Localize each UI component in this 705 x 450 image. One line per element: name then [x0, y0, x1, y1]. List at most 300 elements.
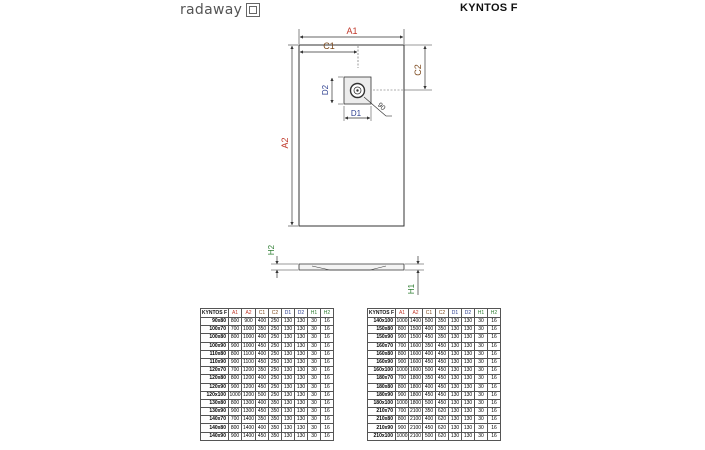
- cell-d1: 130: [282, 391, 295, 399]
- header-d1: D1: [449, 309, 462, 318]
- cell-a1: 900: [396, 424, 409, 432]
- cell-a2: 1000: [242, 334, 255, 341]
- cell-c1: 450: [423, 391, 436, 399]
- cell-d1: 130: [449, 432, 462, 440]
- cell-c1: 350: [423, 375, 436, 383]
- cell-a1: 800: [229, 350, 242, 358]
- cell-d1: 130: [449, 391, 462, 399]
- cell-a1: 900: [396, 358, 409, 366]
- table-row: [368, 424, 501, 432]
- cell-a2: 1400: [242, 432, 255, 439]
- cell-c1: 450: [256, 432, 269, 440]
- cell-a1: 700: [396, 408, 409, 416]
- cell-h1: 30: [308, 342, 321, 350]
- table-row: [201, 350, 334, 358]
- cell-a1: 700: [229, 367, 242, 375]
- cell-c2: 250: [269, 334, 282, 342]
- cell-h1: 30: [308, 350, 321, 358]
- header-h2: H2: [488, 309, 501, 318]
- table-row: [368, 326, 501, 334]
- cell-a2: 2100: [409, 408, 422, 415]
- cell-h2: 16: [321, 318, 334, 326]
- cell-a1: 900: [229, 358, 242, 366]
- header-a1: A1: [229, 309, 242, 318]
- cell-a2: 1100: [243, 359, 254, 366]
- drain-center: [356, 89, 358, 91]
- cell-h1: 30: [475, 318, 488, 326]
- cell-h2: 16: [321, 350, 334, 358]
- cell-d1: 130: [282, 326, 295, 334]
- cell-model-size: 120x70: [201, 367, 229, 375]
- cell-a2: 1300: [242, 399, 255, 406]
- cell-model-size: 100x80: [201, 334, 229, 342]
- cell-h2: 16: [321, 326, 334, 334]
- cell-c1: 350: [256, 326, 269, 334]
- cell-h2: 16: [321, 358, 334, 366]
- header-c2: C2: [436, 309, 449, 318]
- cell-c1: 500: [256, 391, 269, 399]
- table-row: [368, 399, 501, 407]
- cell-d1: 130: [449, 416, 462, 424]
- cell-a2: 1200: [242, 375, 255, 382]
- cell-c2: 450: [436, 383, 449, 391]
- cell-c1: 350: [256, 367, 269, 375]
- cell-d1: 130: [282, 358, 295, 366]
- table-row: [368, 350, 501, 358]
- cell-model-size: 140x100: [368, 318, 396, 326]
- cell-h2: 16: [321, 342, 334, 350]
- cell-a2: 1600: [409, 342, 422, 349]
- cell-model-size: 100x70: [201, 326, 229, 334]
- cell-h1: 30: [308, 375, 321, 383]
- cell-h1: 30: [475, 375, 488, 383]
- cell-model-size: 180x90: [368, 391, 396, 399]
- cell-c2: 350: [436, 318, 449, 326]
- table-row: [201, 318, 334, 326]
- cell-d2: 130: [295, 367, 308, 375]
- cell-a2: 1100: [243, 350, 254, 357]
- cell-c2: 250: [269, 326, 282, 334]
- cell-h2: 16: [488, 342, 501, 350]
- cell-a2: 1500: [409, 326, 422, 333]
- header-c1: C1: [423, 309, 436, 318]
- cell-h2: 16: [488, 391, 501, 399]
- cell-h2: 16: [488, 350, 501, 358]
- cell-d1: 130: [449, 358, 462, 366]
- cell-model-size: 120x100: [201, 391, 229, 399]
- cell-h1: 30: [475, 399, 488, 407]
- cell-model-size: 140x70: [201, 416, 229, 424]
- cell-d1: 130: [282, 375, 295, 383]
- cell-a2: 1500: [409, 334, 422, 341]
- cell-d2: 130: [295, 408, 308, 416]
- table-row: [201, 342, 334, 350]
- label-h1: H1: [407, 283, 416, 295]
- cell-d2: 130: [462, 416, 475, 424]
- cell-d2: 130: [295, 383, 308, 391]
- cell-h2: 16: [488, 318, 501, 326]
- cell-d1: 130: [282, 334, 295, 342]
- table-row: [201, 424, 334, 432]
- cell-c1: 450: [256, 342, 269, 350]
- cell-d2: 130: [295, 342, 308, 350]
- label-drain-diameter: 90: [375, 101, 387, 113]
- cell-d2: 130: [295, 391, 308, 399]
- cell-c1: 350: [423, 408, 436, 416]
- cell-c1: 400: [256, 399, 269, 407]
- cell-c1: 400: [423, 350, 436, 358]
- cell-model-size: 110x90: [201, 358, 229, 366]
- cell-h1: 30: [308, 399, 321, 407]
- cell-a1: 900: [229, 432, 242, 440]
- cell-h2: 16: [488, 367, 501, 375]
- cell-model-size: 130x80: [201, 399, 229, 407]
- cell-a2: 1300: [242, 408, 255, 415]
- cell-a2: 1200: [242, 383, 255, 390]
- cell-h1: 30: [475, 432, 488, 440]
- cell-d1: 130: [449, 342, 462, 350]
- cell-c2: 250: [269, 358, 282, 366]
- tray-side-view: [299, 264, 404, 270]
- cell-d2: 130: [462, 342, 475, 350]
- cell-a1: 900: [229, 342, 242, 350]
- cell-c2: 450: [436, 399, 449, 407]
- header-d2: D2: [295, 309, 308, 318]
- cell-c1: 450: [423, 334, 436, 342]
- cell-c2: 250: [269, 342, 282, 350]
- cell-a1: 900: [229, 383, 242, 391]
- cell-h1: 30: [308, 391, 321, 399]
- cell-model-size: 160x70: [368, 342, 396, 350]
- table-row: [201, 416, 334, 424]
- cell-d2: 130: [462, 326, 475, 334]
- cell-a2: 1200: [242, 391, 255, 398]
- cell-d1: 130: [449, 350, 462, 358]
- cell-a1: 900: [396, 391, 409, 399]
- cell-c2: 450: [436, 358, 449, 366]
- cell-h1: 30: [475, 358, 488, 366]
- header-h1: H1: [308, 309, 321, 318]
- cell-c1: 400: [423, 326, 436, 334]
- cell-c2: 350: [269, 416, 282, 424]
- table-row: [368, 342, 501, 350]
- cell-c2: 350: [436, 326, 449, 334]
- cell-h2: 16: [488, 408, 501, 416]
- cell-d1: 130: [282, 318, 295, 326]
- cell-h2: 16: [321, 375, 334, 383]
- cell-a1: 900: [229, 408, 242, 416]
- cell-d1: 130: [282, 416, 295, 424]
- cell-d2: 130: [295, 399, 308, 407]
- cell-h1: 30: [475, 326, 488, 334]
- cell-h1: 30: [308, 432, 321, 440]
- cell-h2: 16: [321, 416, 334, 424]
- cell-h1: 30: [308, 318, 321, 326]
- cell-h2: 16: [488, 326, 501, 334]
- cell-c2: 450: [436, 350, 449, 358]
- cell-d1: 130: [282, 399, 295, 407]
- header-h1: H1: [475, 309, 488, 318]
- cell-c2: 620: [436, 432, 449, 440]
- header-a1: A1: [396, 309, 409, 318]
- table-row: [368, 367, 501, 375]
- cell-h2: 16: [488, 383, 501, 391]
- header-d1: D1: [282, 309, 295, 318]
- brand-logo-text: radaway: [180, 2, 243, 18]
- table-row: [201, 334, 334, 342]
- table-row: [368, 334, 501, 342]
- table-row: [201, 391, 334, 399]
- cell-a2: 1200: [242, 367, 255, 374]
- label-h2: H2: [267, 244, 276, 256]
- cell-a1: 700: [229, 416, 242, 424]
- dimensions-table-right: [367, 308, 501, 441]
- label-c2: C2: [413, 64, 423, 76]
- cell-a1: 900: [396, 334, 409, 342]
- cell-d2: 130: [462, 350, 475, 358]
- cell-d2: 130: [295, 375, 308, 383]
- cell-c1: 400: [256, 350, 269, 358]
- cell-a2: 1400: [409, 318, 422, 325]
- cell-h1: 30: [475, 350, 488, 358]
- table-row: [201, 399, 334, 407]
- cell-c2: 620: [436, 416, 449, 424]
- table-header-row: [201, 309, 334, 318]
- cell-d1: 130: [449, 424, 462, 432]
- table-row: [368, 408, 501, 416]
- cell-h2: 16: [488, 424, 501, 432]
- cell-h1: 30: [308, 334, 321, 342]
- cell-d2: 130: [462, 334, 475, 342]
- cell-d1: 130: [282, 408, 295, 416]
- cell-h2: 16: [321, 424, 334, 432]
- cell-d2: 130: [462, 367, 475, 375]
- cell-c1: 500: [423, 318, 436, 326]
- header-c1: C1: [256, 309, 269, 318]
- cell-c2: 450: [436, 367, 449, 375]
- cell-model-size: 210x80: [368, 416, 396, 424]
- cell-c2: 450: [436, 391, 449, 399]
- table-row: [201, 367, 334, 375]
- cell-c1: 450: [256, 358, 269, 366]
- cell-c1: 400: [256, 375, 269, 383]
- cell-h1: 30: [475, 334, 488, 342]
- table-row: [201, 432, 334, 440]
- table-row: [368, 383, 501, 391]
- header-model: KYNTOS F: [368, 309, 395, 316]
- cell-c1: 400: [423, 416, 436, 424]
- cell-d2: 130: [295, 432, 308, 440]
- header-h2: H2: [321, 309, 334, 318]
- cell-d1: 130: [282, 350, 295, 358]
- cell-a2: 1800: [409, 391, 422, 398]
- cell-d2: 130: [462, 318, 475, 326]
- cell-model-size: 110x80: [201, 350, 229, 358]
- cell-model-size: 140x80: [201, 424, 229, 432]
- cell-model-size: 140x90: [201, 432, 229, 440]
- cell-c1: 500: [423, 432, 436, 440]
- cell-h1: 30: [475, 342, 488, 350]
- cell-h2: 16: [488, 358, 501, 366]
- cell-c1: 400: [256, 334, 269, 342]
- cell-c2: 250: [269, 383, 282, 391]
- cell-c1: 500: [423, 367, 436, 375]
- cell-a1: 800: [229, 334, 242, 342]
- cell-h2: 16: [321, 383, 334, 391]
- cell-a1: 1000: [229, 391, 241, 398]
- cell-d1: 130: [449, 367, 462, 375]
- cell-c2: 350: [436, 334, 449, 342]
- cell-c2: 450: [436, 375, 449, 383]
- cell-c2: 450: [436, 342, 449, 350]
- cell-a1: 700: [229, 326, 242, 334]
- cell-d2: 130: [462, 358, 475, 366]
- cell-h2: 16: [321, 334, 334, 342]
- cell-h1: 30: [475, 408, 488, 416]
- cell-h1: 30: [475, 367, 488, 375]
- cell-d2: 130: [295, 334, 308, 342]
- table-row: [201, 358, 334, 366]
- cell-d1: 130: [282, 432, 295, 440]
- cell-model-size: 160x80: [368, 350, 396, 358]
- cell-h2: 16: [488, 432, 501, 440]
- header-a2: A2: [242, 309, 256, 318]
- cell-a2: 2100: [409, 416, 422, 423]
- cell-c2: 350: [269, 432, 282, 440]
- cell-d2: 130: [295, 350, 308, 358]
- cell-a1: 1000: [396, 318, 408, 325]
- cell-h1: 30: [308, 424, 321, 432]
- cell-a2: 2100: [409, 424, 422, 431]
- cell-h1: 30: [475, 391, 488, 399]
- cell-c2: 250: [269, 375, 282, 383]
- cell-a2: 1400: [242, 416, 255, 423]
- cell-c1: 400: [256, 318, 269, 326]
- cell-c1: 350: [256, 416, 269, 424]
- cell-model-size: 120x80: [201, 375, 229, 383]
- cell-h2: 16: [321, 408, 334, 416]
- table-header-row: [368, 309, 501, 318]
- cell-c1: 450: [423, 358, 436, 366]
- cell-a1: 800: [396, 326, 409, 334]
- cell-h2: 16: [488, 375, 501, 383]
- tray-outline: [299, 45, 404, 226]
- cell-c2: 620: [436, 424, 449, 432]
- label-d1: D1: [350, 109, 362, 118]
- cell-h1: 30: [475, 416, 488, 424]
- table-row: [368, 318, 501, 326]
- table-row: [368, 416, 501, 424]
- cell-c2: 350: [269, 424, 282, 432]
- cell-h1: 30: [308, 367, 321, 375]
- cell-d2: 130: [295, 318, 308, 326]
- cell-model-size: 150x80: [368, 326, 396, 334]
- cell-h1: 30: [308, 408, 321, 416]
- cell-h1: 30: [308, 358, 321, 366]
- cell-c2: 250: [269, 318, 282, 326]
- cell-a1: 800: [229, 399, 242, 407]
- cell-c2: 350: [269, 408, 282, 416]
- cell-model-size: 100x90: [201, 342, 229, 350]
- cell-a1: 1000: [396, 367, 408, 374]
- cell-d2: 130: [462, 424, 475, 432]
- cell-a2: 1000: [242, 326, 255, 333]
- product-title: KYNTOS F: [460, 2, 518, 14]
- cell-c2: 250: [269, 391, 282, 399]
- cell-a1: 800: [229, 424, 242, 432]
- label-d2: D2: [321, 84, 330, 96]
- table-row: [368, 358, 501, 366]
- cell-h2: 16: [321, 367, 334, 375]
- cell-d1: 130: [449, 383, 462, 391]
- header-d2: D2: [462, 309, 475, 318]
- cell-h2: 16: [321, 391, 334, 399]
- cell-c1: 450: [423, 424, 436, 432]
- cell-a2: 1400: [242, 424, 255, 431]
- cell-h1: 30: [308, 383, 321, 391]
- dimensions-table-left: [200, 308, 334, 441]
- cell-c1: 400: [423, 383, 436, 391]
- header-model: KYNTOS F: [201, 309, 228, 316]
- cell-h1: 30: [475, 383, 488, 391]
- cell-d2: 130: [462, 383, 475, 391]
- cell-a1: 1000: [396, 432, 408, 439]
- header-a2: A2: [409, 309, 423, 318]
- cell-h2: 16: [321, 399, 334, 407]
- cell-model-size: 210x70: [368, 408, 396, 416]
- header-c2: C2: [269, 309, 282, 318]
- cell-d1: 130: [449, 399, 462, 407]
- cell-d1: 130: [449, 318, 462, 326]
- cell-model-size: 150x90: [368, 334, 396, 342]
- cell-d1: 130: [282, 383, 295, 391]
- table-row: [201, 383, 334, 391]
- cell-model-size: 210x90: [368, 424, 396, 432]
- cell-a2: 1800: [409, 399, 422, 406]
- cell-a1: 800: [396, 383, 409, 391]
- cell-a1: 800: [229, 375, 242, 383]
- cell-d2: 130: [295, 358, 308, 366]
- cell-a2: 1800: [409, 383, 422, 390]
- cell-h2: 16: [321, 432, 334, 440]
- cell-model-size: 90x80: [201, 318, 229, 326]
- cell-model-size: 180x80: [368, 383, 396, 391]
- cell-a1: 700: [396, 342, 409, 350]
- cell-d2: 130: [295, 326, 308, 334]
- cell-d1: 130: [449, 375, 462, 383]
- table-row: [201, 375, 334, 383]
- cell-a2: 1600: [409, 350, 422, 357]
- cell-a1: 800: [396, 416, 409, 424]
- cell-d1: 130: [449, 334, 462, 342]
- cell-c1: 450: [256, 383, 269, 391]
- cell-d1: 130: [449, 326, 462, 334]
- cell-a1: 800: [396, 350, 409, 358]
- cell-h2: 16: [488, 334, 501, 342]
- cell-h1: 30: [308, 326, 321, 334]
- cell-h2: 16: [488, 399, 501, 407]
- cell-d2: 130: [462, 399, 475, 407]
- cell-a2: 1600: [409, 367, 422, 374]
- cell-a2: 1000: [242, 342, 255, 349]
- cell-a1: 800: [229, 318, 242, 326]
- cell-d2: 130: [295, 424, 308, 432]
- cell-d2: 130: [462, 408, 475, 416]
- cell-c1: 450: [256, 408, 269, 416]
- table-row: [368, 391, 501, 399]
- cell-a2: 1600: [409, 359, 422, 366]
- table-row: [201, 408, 334, 416]
